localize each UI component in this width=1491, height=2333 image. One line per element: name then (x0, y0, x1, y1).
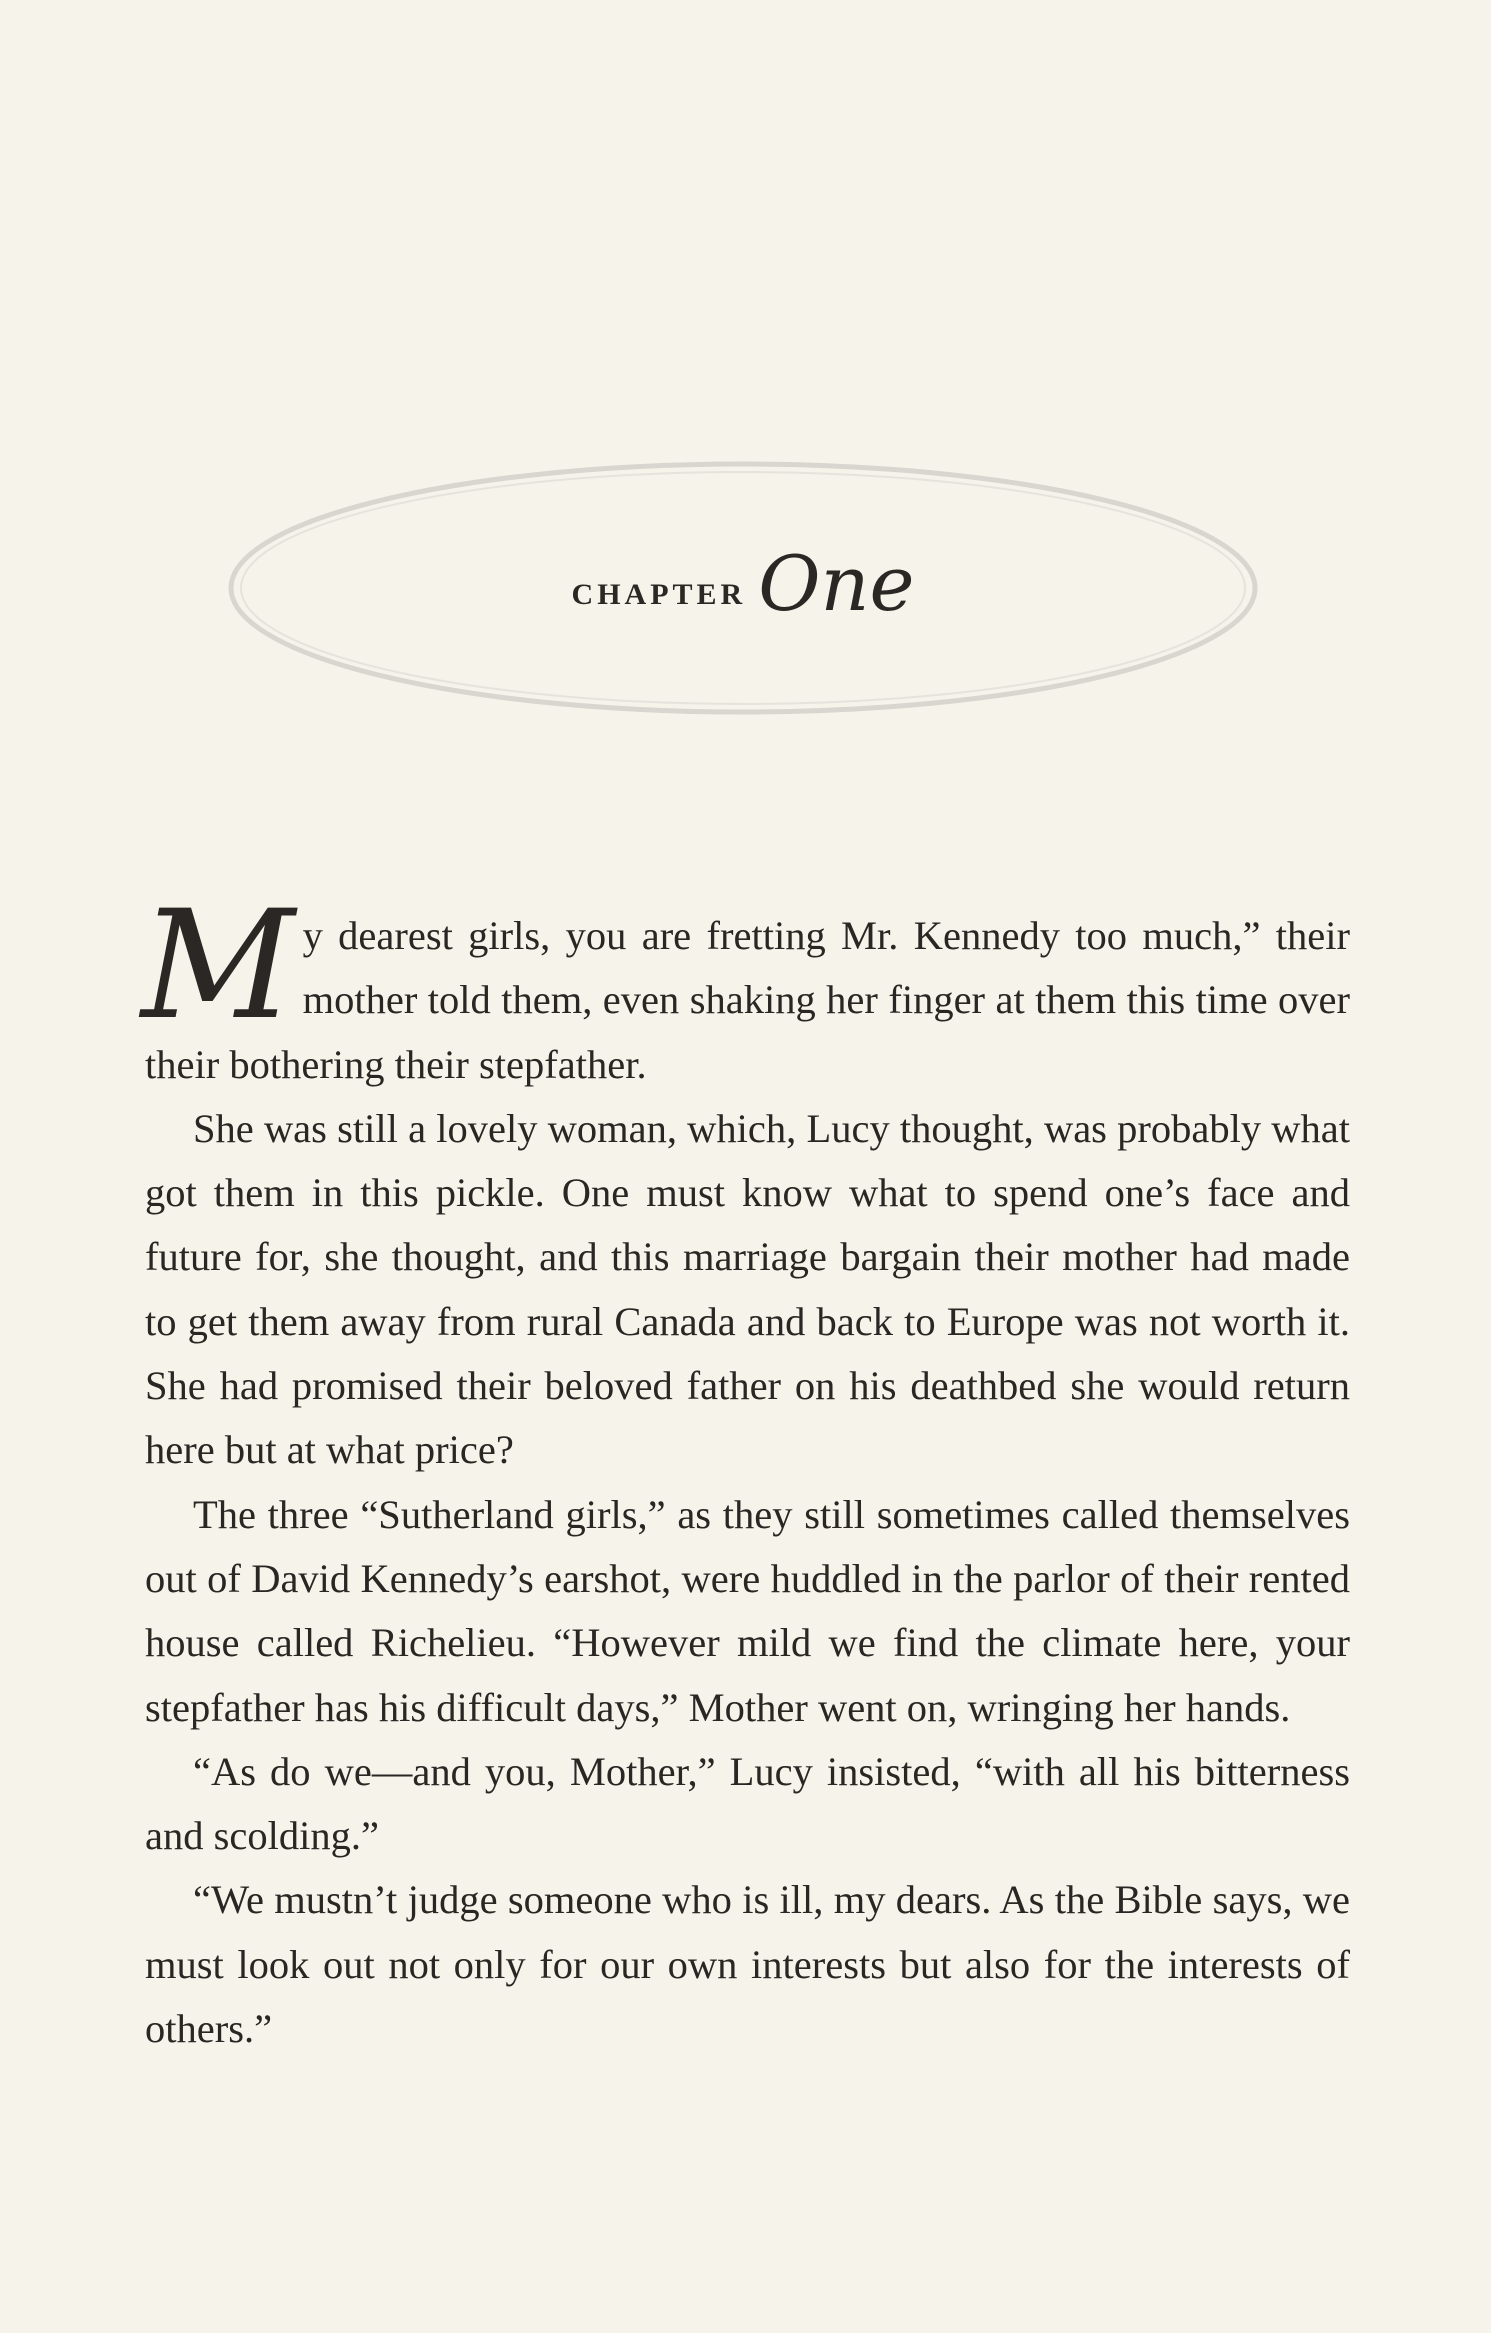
chapter-title (218, 452, 1268, 724)
paragraph-3: The three “Sutherland girls,” as they still sometimes called themselves out of David Kennedy’s earshot, were huddled in the parlor of their rented house called Richelieu. “However mild we find the climate here, your stepfather has his difficult days,” Mother went on, wringing her hands. (145, 1491, 1350, 1730)
paragraph-4: “As do we—and you, Mother,” Lucy insisted, “with all his bitterness and scolding.” (145, 1748, 1350, 1859)
drop-cap: M (141, 879, 295, 1053)
paragraph-5: “We mustn’t judge someone who is ill, my dears. As the Bible says, we must look out not only for our own interests but also for the interests of others.” (145, 1877, 1350, 2052)
chapter-number: One (758, 538, 915, 628)
paragraph-1 (141, 879, 1350, 1097)
body-text (141, 879, 1350, 2061)
chapter-label: CHAPTER (571, 578, 747, 611)
paragraph-2: She was still a lovely woman, which, Lucy thought, was probably what got them in this pickle. One must know what to spend one’s face and future for, she thought, and this marriage bargain their mother had made to get them away from rural Canada and back to Europe was not worth it. She had promised their beloved father on his deathbed she would return here but at what price? (145, 1105, 1350, 1473)
chapter-heading-oval (218, 452, 1268, 724)
paragraph-1-text: y dearest girls, you are fretting Mr. Kennedy too much,” their mother told them, even shaking her finger at them this time over their bothering their stepfather. (145, 913, 1350, 1087)
